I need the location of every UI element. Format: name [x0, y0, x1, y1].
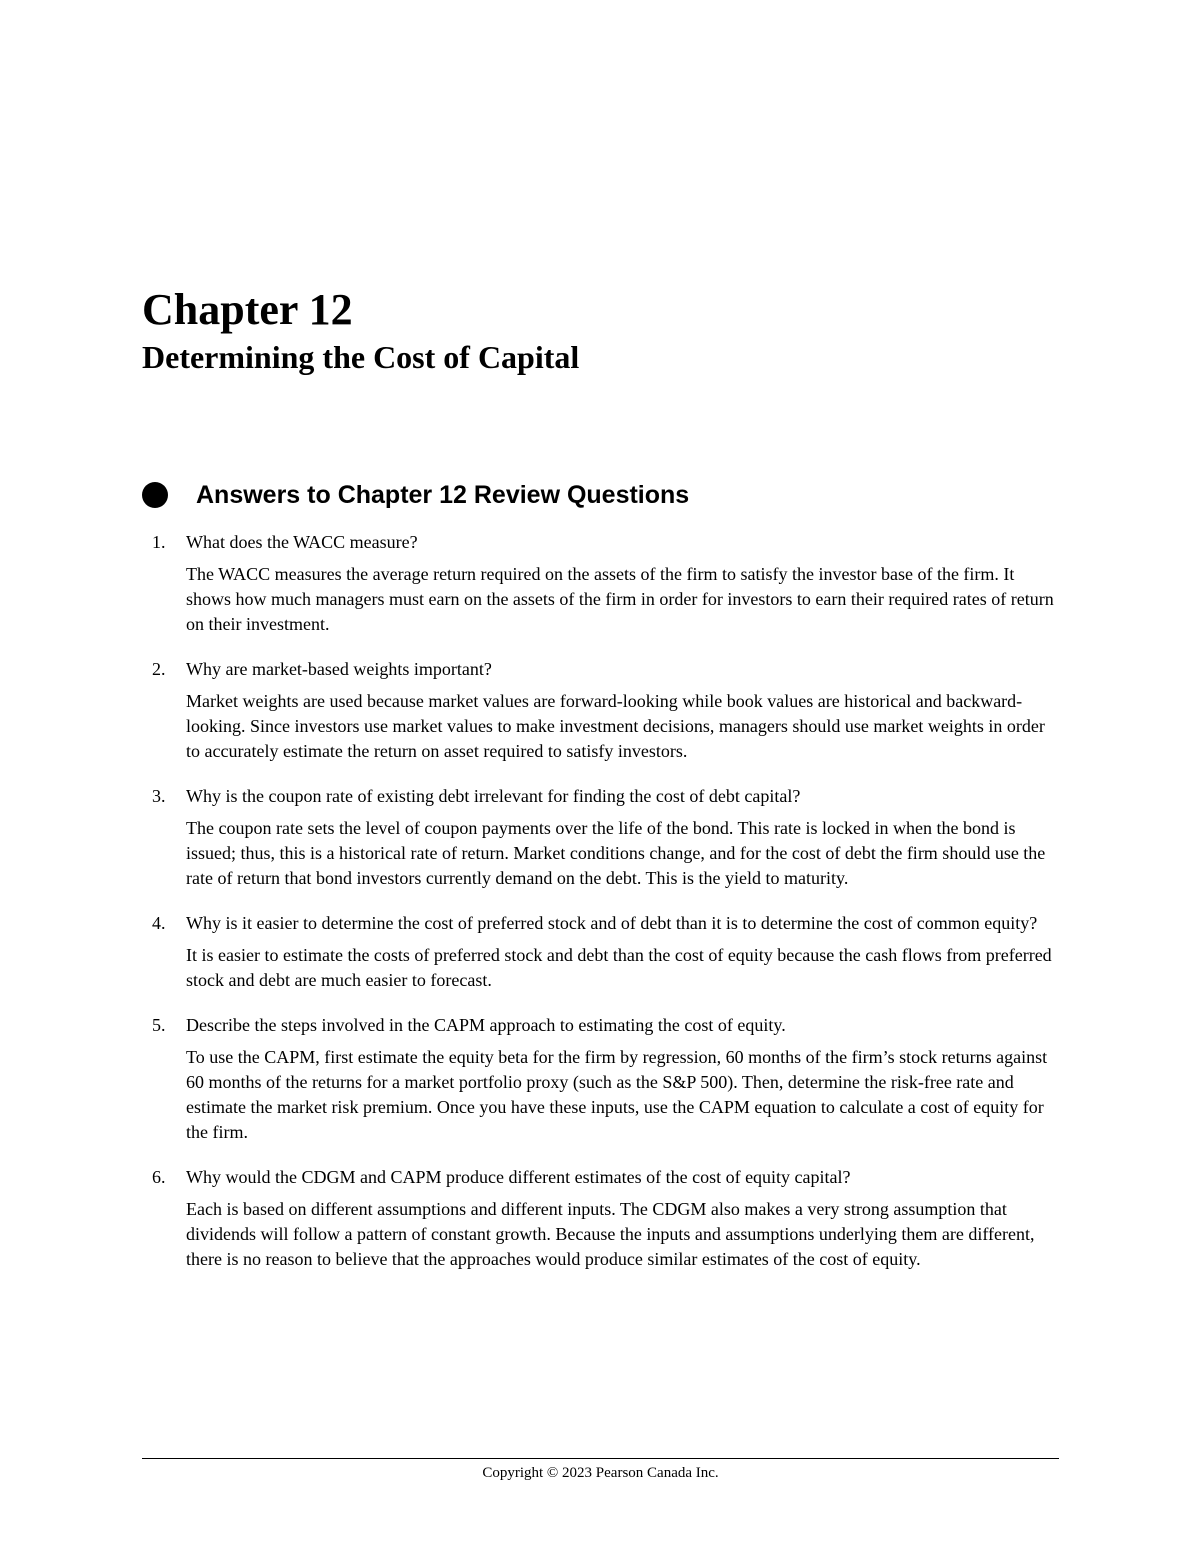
question-number: 6. [152, 1167, 166, 1187]
answer-text: Each is based on different assumptions and different inputs. The CDGM also makes a very strong assumption that dividends will follow a pattern of constant growth. Because the inputs and assumptions underlying them are different, there is no reason to believe that the approaches would produce similar estimates of the cost of equity. [186, 1199, 1035, 1269]
answer-text: The WACC measures the average return required on the assets of the firm to satisfy the investor base of the firm. It shows how much managers must earn on the assets of the firm in order for investors to earn their required rates of return on their investment. [186, 564, 1054, 634]
answer-text: Market weights are used because market values are forward-looking while book values are historical and backward-looking. Since investors use market values to make investment decisions, managers should use market weights in order to accurately estimate the return on asset required to satisfy investors. [186, 691, 1045, 761]
review-question-item [142, 530, 1062, 637]
question-text: Why would the CDGM and CAPM produce different estimates of the cost of equity capital? [186, 1167, 851, 1187]
chapter-number: Chapter 12 [142, 285, 353, 334]
bullet-icon [142, 482, 168, 508]
review-question-item [142, 1013, 1062, 1145]
question-text: Describe the steps involved in the CAPM approach to estimating the cost of equity. [186, 1015, 786, 1035]
question-number: 1. [152, 532, 166, 552]
answer-text: To use the CAPM, first estimate the equity beta for the firm by regression, 60 months of the firm’s stock returns against 60 months of the returns for a market portfolio proxy (such as the S&P 500). Then, determine the risk-free rate and estimate the market risk premium. Once you have these inputs, use the CAPM equation to calculate a cost of equity for the firm. [186, 1047, 1048, 1142]
question-number: 4. [152, 913, 166, 933]
question-text: What does the WACC measure? [186, 532, 418, 552]
footer-divider [142, 1458, 1059, 1459]
answer-text: The coupon rate sets the level of coupon payments over the life of the bond. This rate is locked in when the bond is issued; thus, this is a historical rate of return. Market conditions change, and for the cost of debt the firm should use the rate of return that bond investors currently demand on the debt. This is the yield to maturity. [186, 818, 1046, 888]
footer-copyright: Copyright © 2023 Pearson Canada Inc. [482, 1465, 719, 1481]
answer-text: It is easier to estimate the costs of preferred stock and debt than the cost of equity because the cash flows from preferred stock and debt are much easier to forecast. [186, 945, 1052, 990]
section-heading [142, 478, 689, 512]
question-number: 5. [152, 1015, 166, 1035]
question-number: 3. [152, 786, 166, 806]
review-question-item [142, 657, 1062, 764]
question-text: Why is the coupon rate of existing debt irrelevant for finding the cost of debt capital? [186, 786, 801, 806]
chapter-title: Determining the Cost of Capital [142, 339, 580, 375]
question-text: Why is it easier to determine the cost of preferred stock and of debt than it is to determine the cost of common equity? [186, 913, 1038, 933]
question-number: 2. [152, 659, 166, 679]
review-question-list [142, 530, 1062, 1292]
section-title: Answers to Chapter 12 Review Questions [196, 481, 690, 509]
review-question-item [142, 911, 1062, 993]
review-question-item [142, 1165, 1062, 1272]
chapter-heading [142, 286, 1042, 376]
question-text: Why are market-based weights important? [186, 659, 492, 679]
review-question-item [142, 784, 1062, 891]
